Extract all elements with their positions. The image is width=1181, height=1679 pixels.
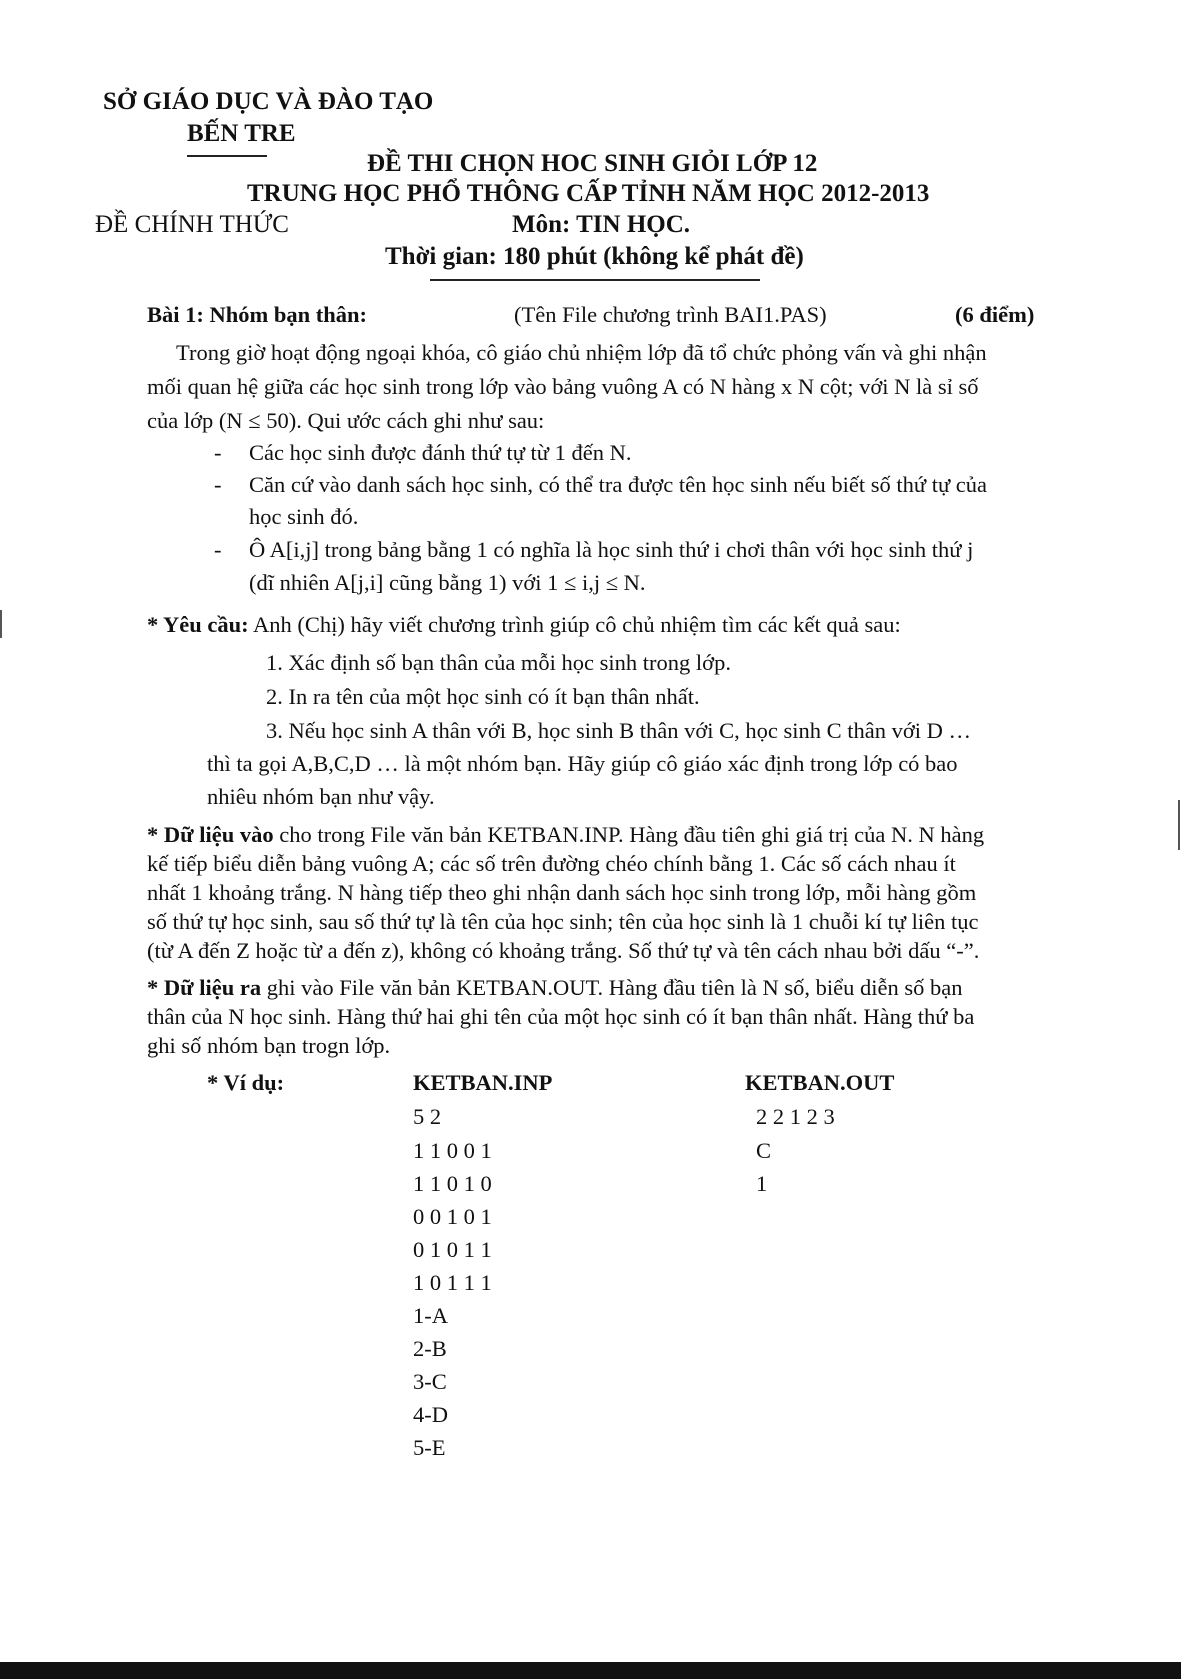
intro-line: của lớp (N ≤ 50). Qui ước cách ghi như sau: <box>147 408 545 433</box>
scan-edge-mark <box>0 610 2 638</box>
intro-line: mối quan hệ giữa các học sinh trong lớp vào bảng vuông A có N hàng x N cột; với N là sỉ số <box>147 374 979 399</box>
example-output-line: 2 2 1 2 3 <box>756 1104 835 1129</box>
output-description-line: ghi số nhóm bạn trogn lớp. <box>147 1033 391 1058</box>
example-output-line: 1 <box>756 1171 768 1196</box>
input-description-line: số thứ tự học sinh, sau số thứ tự là tên của học sinh; tên của học sinh là 1 chuỗi kí tự liên tục <box>147 909 979 934</box>
input-description-line: nhất 1 khoảng trắng. N hàng tiếp theo ghi nhận danh sách học sinh trong lớp, mỗi hàng gồm <box>147 880 977 905</box>
rule-item-continued: học sinh đó. <box>249 504 359 529</box>
input-text: cho trong File văn bản KETBAN.INP. Hàng đầu tiên ghi giá trị của N. N hàng <box>273 822 985 847</box>
input-description-line <box>147 822 984 848</box>
scan-bottom-edge <box>0 1662 1181 1679</box>
input-description-line: (từ A đến Z hoặc từ a đến z), không có khoảng trắng. Số thứ tự và tên cách nhau bởi dấu “-”. <box>147 938 980 963</box>
example-input-line: 1 1 0 1 0 <box>413 1171 492 1196</box>
example-input-line: 3-C <box>413 1369 447 1394</box>
department-line2: BẾN TRE <box>187 120 296 147</box>
example-input-line: 1 0 1 1 1 <box>413 1270 492 1295</box>
input-description-line: kế tiếp biểu diễn bảng vuông A; các số trên đường chéo chính bằng 1. Các số cách nhau ít <box>147 851 956 876</box>
official-label: ĐỀ CHÍNH THỨC <box>95 211 289 238</box>
intro-line: Trong giờ hoạt động ngoại khóa, cô giáo chủ nhiệm lớp đã tổ chức phỏng vấn và ghi nhận <box>176 340 987 365</box>
example-input-line: 1-A <box>413 1303 448 1328</box>
requirement-label: * Yêu cầu: <box>147 612 249 637</box>
program-file-name: (Tên File chương trình BAI1.PAS) <box>514 302 827 327</box>
example-input-line: 5-E <box>413 1435 446 1460</box>
rule-item: Ô A[i,j] trong bảng bằng 1 có nghĩa là học sinh thứ i chơi thân với học sinh thứ j <box>249 537 974 562</box>
department-underline <box>187 155 267 157</box>
problem-title: Bài 1: Nhóm bạn thân: <box>147 302 368 327</box>
requirement-line <box>147 612 901 638</box>
example-output-title: KETBAN.OUT <box>745 1070 895 1095</box>
example-label: * Ví dụ: <box>207 1070 285 1095</box>
subject: Môn: TIN HỌC. <box>512 211 691 238</box>
time-underline <box>430 279 760 281</box>
exam-subtitle: TRUNG HỌC PHỔ THÔNG CẤP TỈNH NĂM HỌC 2012-2013 <box>247 180 930 207</box>
task-item: 1. Xác định số bạn thân của mỗi học sinh trong lớp. <box>266 650 731 675</box>
problem-points: (6 điểm) <box>955 302 1035 327</box>
output-label: * Dữ liệu ra <box>147 975 262 1000</box>
example-input-line: 0 0 1 0 1 <box>413 1204 492 1229</box>
example-output-line: C <box>756 1138 772 1163</box>
task-item: 2. In ra tên của một học sinh có ít bạn thân nhất. <box>266 684 700 709</box>
exam-time: Thời gian: 180 phút (không kể phát đề) <box>385 243 804 270</box>
rule-item-continued: (dĩ nhiên A[j,i] cũng bằng 1) với 1 ≤ i,j ≤ N. <box>249 570 646 595</box>
example-input-line: 4-D <box>413 1402 448 1427</box>
requirement-text: Anh (Chị) hãy viết chương trình giúp cô chủ nhiệm tìm các kết quả sau: <box>248 612 901 637</box>
output-description-line: thân của N học sinh. Hàng thứ hai ghi tên của một học sinh có ít bạn thân nhất. Hàng thứ ba <box>147 1004 975 1029</box>
example-input-line: 5 2 <box>413 1104 442 1129</box>
example-input-line: 1 1 0 0 1 <box>413 1138 492 1163</box>
rule-item: Các học sinh được đánh thứ tự từ 1 đến N. <box>249 440 632 465</box>
rule-bullet: - <box>214 537 222 562</box>
input-label: * Dữ liệu vào <box>147 822 274 847</box>
example-input-title: KETBAN.INP <box>413 1070 553 1095</box>
rule-bullet: - <box>214 440 222 465</box>
task-item-continued: thì ta gọi A,B,C,D … là một nhóm bạn. Hãy giúp cô giáo xác định trong lớp có bao <box>207 751 958 776</box>
task-item: 3. Nếu học sinh A thân với B, học sinh B thân với C, học sinh C thân với D … <box>266 718 972 743</box>
exam-title: ĐỀ THI CHỌN HOC SINH GIỎI LỚP 12 <box>367 150 818 177</box>
rule-item: Căn cứ vào danh sách học sinh, có thể tra được tên học sinh nếu biết số thứ tự của <box>249 472 987 497</box>
output-description-line <box>147 975 962 1001</box>
example-input-line: 2-B <box>413 1336 447 1361</box>
output-text: ghi vào File văn bản KETBAN.OUT. Hàng đầu tiên là N số, biểu diễn số bạn <box>261 975 963 1000</box>
department-line1: SỞ GIÁO DỤC VÀ ĐÀO TẠO <box>103 88 434 115</box>
task-item-continued: nhiêu nhóm bạn như vậy. <box>207 784 435 809</box>
scan-edge-mark <box>1178 800 1180 850</box>
example-input-line: 0 1 0 1 1 <box>413 1237 492 1262</box>
rule-bullet: - <box>214 472 222 497</box>
